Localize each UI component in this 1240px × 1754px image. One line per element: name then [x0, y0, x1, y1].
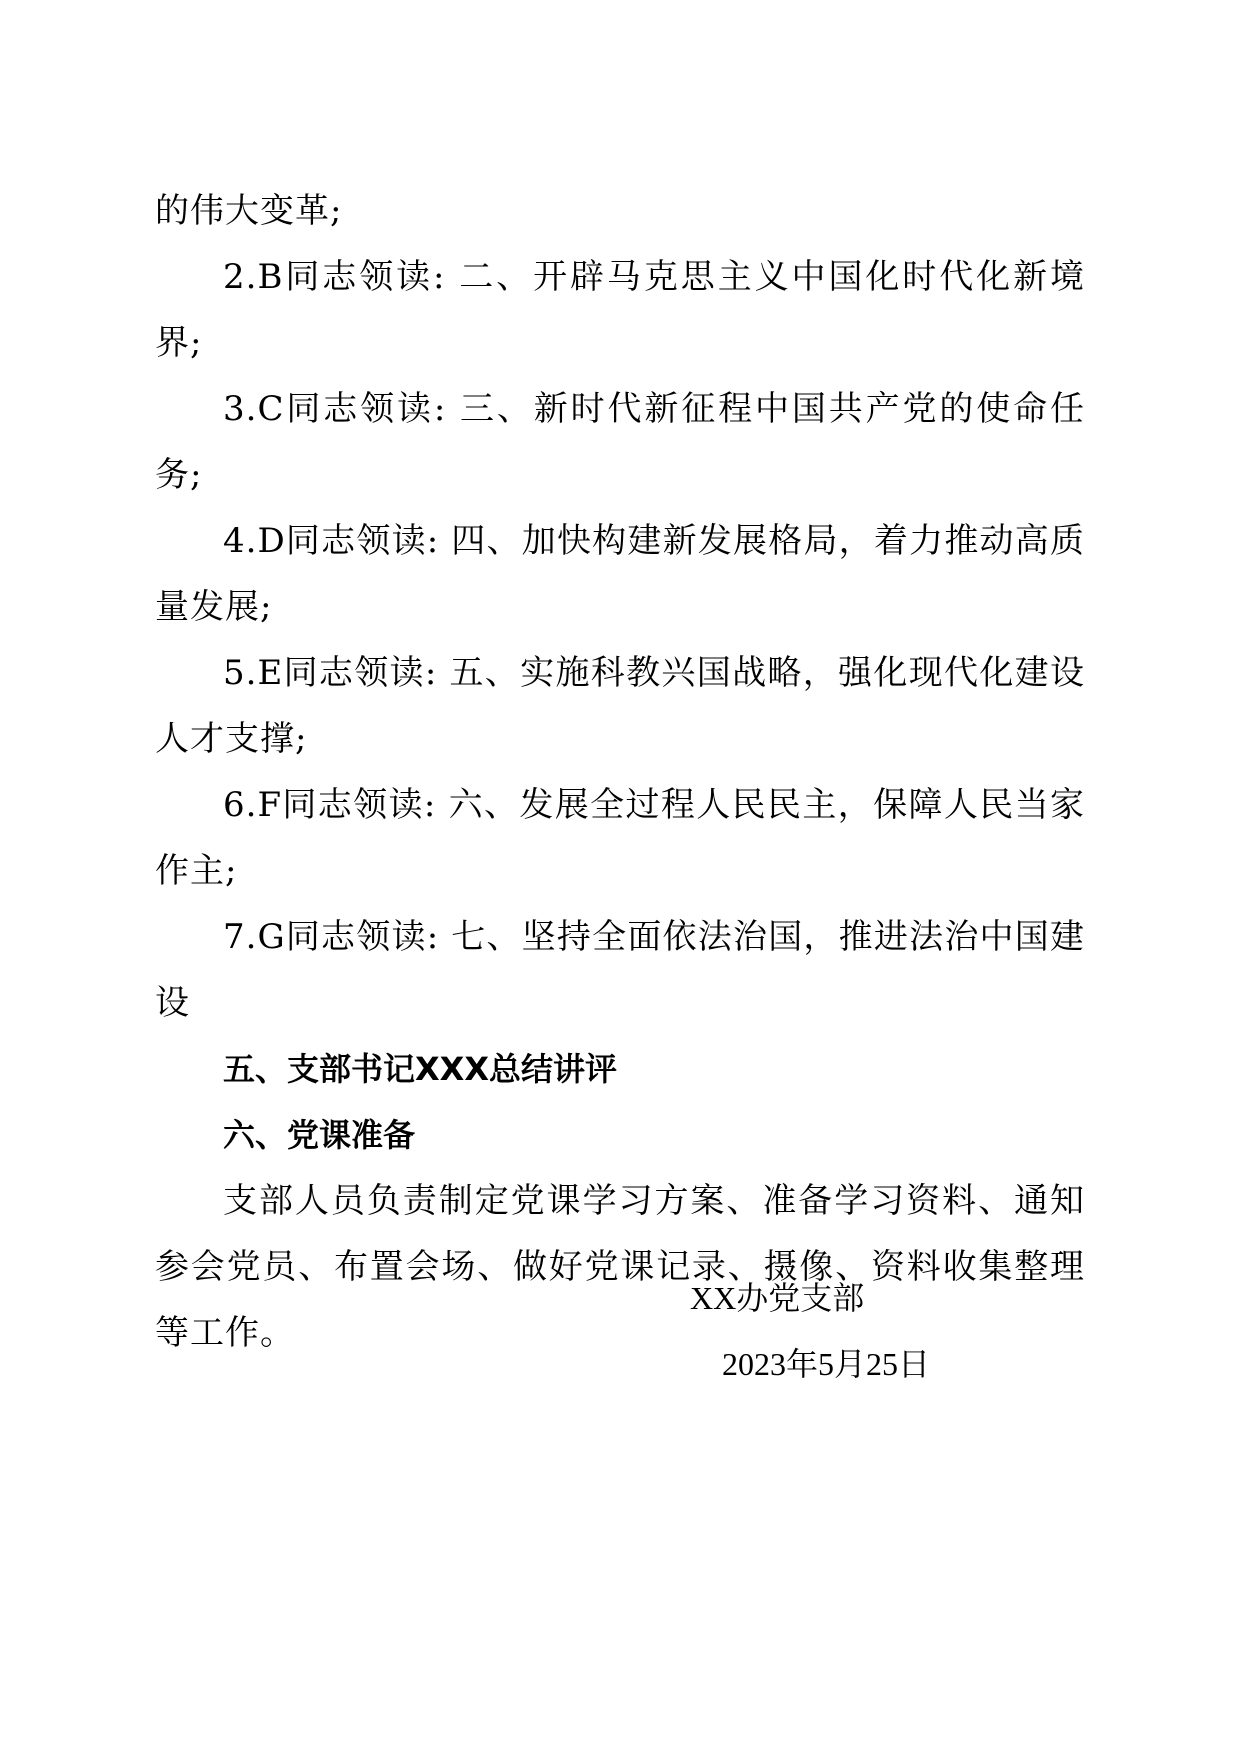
signature-date: 2023年5月25日 — [722, 1346, 931, 1382]
reading-item-4: 4.D同志领读: 四、加快构建新发展格局，着力推动高质量发展; — [155, 521, 1085, 627]
signature-org: XX办党支部 — [690, 1280, 865, 1316]
reading-item-6: 6.F同志领读: 六、发展全过程人民民主，保障人民当家作主; — [155, 785, 1085, 891]
section-heading-6: 六、党课准备 — [223, 1116, 416, 1154]
reading-item-5: 5.E同志领读: 五、实施科教兴国战略，强化现代化建设人才支撑; — [155, 653, 1085, 759]
reading-item-7: 7.G同志领读: 七、坚持全面依法治国，推进法治中国建设 — [155, 917, 1085, 1023]
paragraph-continuation: 的伟大变革; — [155, 191, 343, 231]
section-heading-5: 五、支部书记XXX总结讲评 — [223, 1050, 618, 1088]
closing-paragraph: 支部人员负责制定党课学习方案、准备学习资料、通知参会党员、布置会场、做好党课记录、摄像、资料收集整理等工作。 — [155, 1181, 1085, 1353]
document-body — [155, 178, 1085, 1366]
reading-item-3: 3.C同志领读: 三、新时代新征程中国共产党的使命任务; — [155, 389, 1085, 495]
reading-item-2: 2.B同志领读: 二、开辟马克思主义中国化时代化新境界; — [155, 257, 1085, 363]
